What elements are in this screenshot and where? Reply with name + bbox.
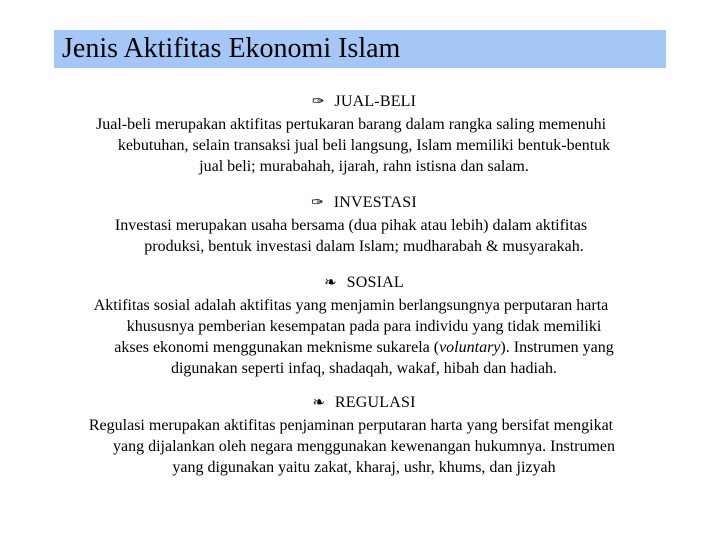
line-text: akses ekonomi menggunakan meknisme sukarela ( [114,339,440,356]
paragraph-line [56,337,672,358]
section-jual-beli [56,92,672,177]
paragraph-line: digunakan seperti infaq, shadaqah, wakaf, hibah dan hadiah. [170,360,558,377]
section-paragraph [56,114,672,177]
paragraph-line: kebutuhan, selain transaksi jual beli langsung, Islam memiliki bentuk-bentuk [117,137,611,154]
paragraph-line: yang digunakan yaitu zakat, kharaj, ushr, khums, dan jizyah [172,459,556,476]
heading-label: REGULASI [334,394,416,411]
leaf-pencil-icon: ✑ [311,195,324,211]
italic-term: voluntary [439,339,501,356]
heading-label: INVESTASI [333,194,417,211]
paragraph-line: Aktifitas sosial adalah aktifitas yang menjamin berlangsungnya perputaran harta [93,297,609,314]
paragraph-line: Investasi merupakan usaha bersama (dua pihak atau lebih) dalam aktifitas [114,217,588,234]
paragraph-line: Jual-beli merupakan aktifitas pertukaran barang dalam rangka saling memenuhi [95,116,607,133]
paragraph-line: jual beli; murabahah, ijarah, rahn istisna dan salam. [199,158,529,175]
leaf-icon: ❧ [324,275,337,291]
heading-label: SOSIAL [346,274,404,291]
paragraph-line: yang dijalankan oleh negara menggunakan kewenangan hukumnya. Instrumen [112,438,616,455]
line-text: ). Instrumen yang [500,339,614,356]
heading-label: JUAL-BELI [334,93,417,110]
page-title: Jenis Aktifitas Ekonomi Islam [54,30,666,68]
section-heading [56,193,672,213]
section-paragraph [56,215,672,257]
leaf-icon: ❧ [312,395,325,411]
section-heading [56,92,672,112]
section-heading [56,393,672,413]
paragraph-line: produksi, bentuk investasi dalam Islam; mudharabah & musyarakah. [144,238,584,255]
section-paragraph [56,415,672,478]
section-sosial [56,273,672,379]
section-investasi [56,193,672,257]
paragraph-line: khususnya pemberian kesempatan pada para individu yang tidak memiliki [126,318,602,335]
section-regulasi [56,393,672,478]
section-paragraph [56,295,672,379]
section-heading [56,273,672,293]
paragraph-line: Regulasi merupakan aktifitas penjaminan perputaran harta yang bersifat mengikat [88,417,614,434]
leaf-pencil-icon: ✑ [311,94,325,110]
